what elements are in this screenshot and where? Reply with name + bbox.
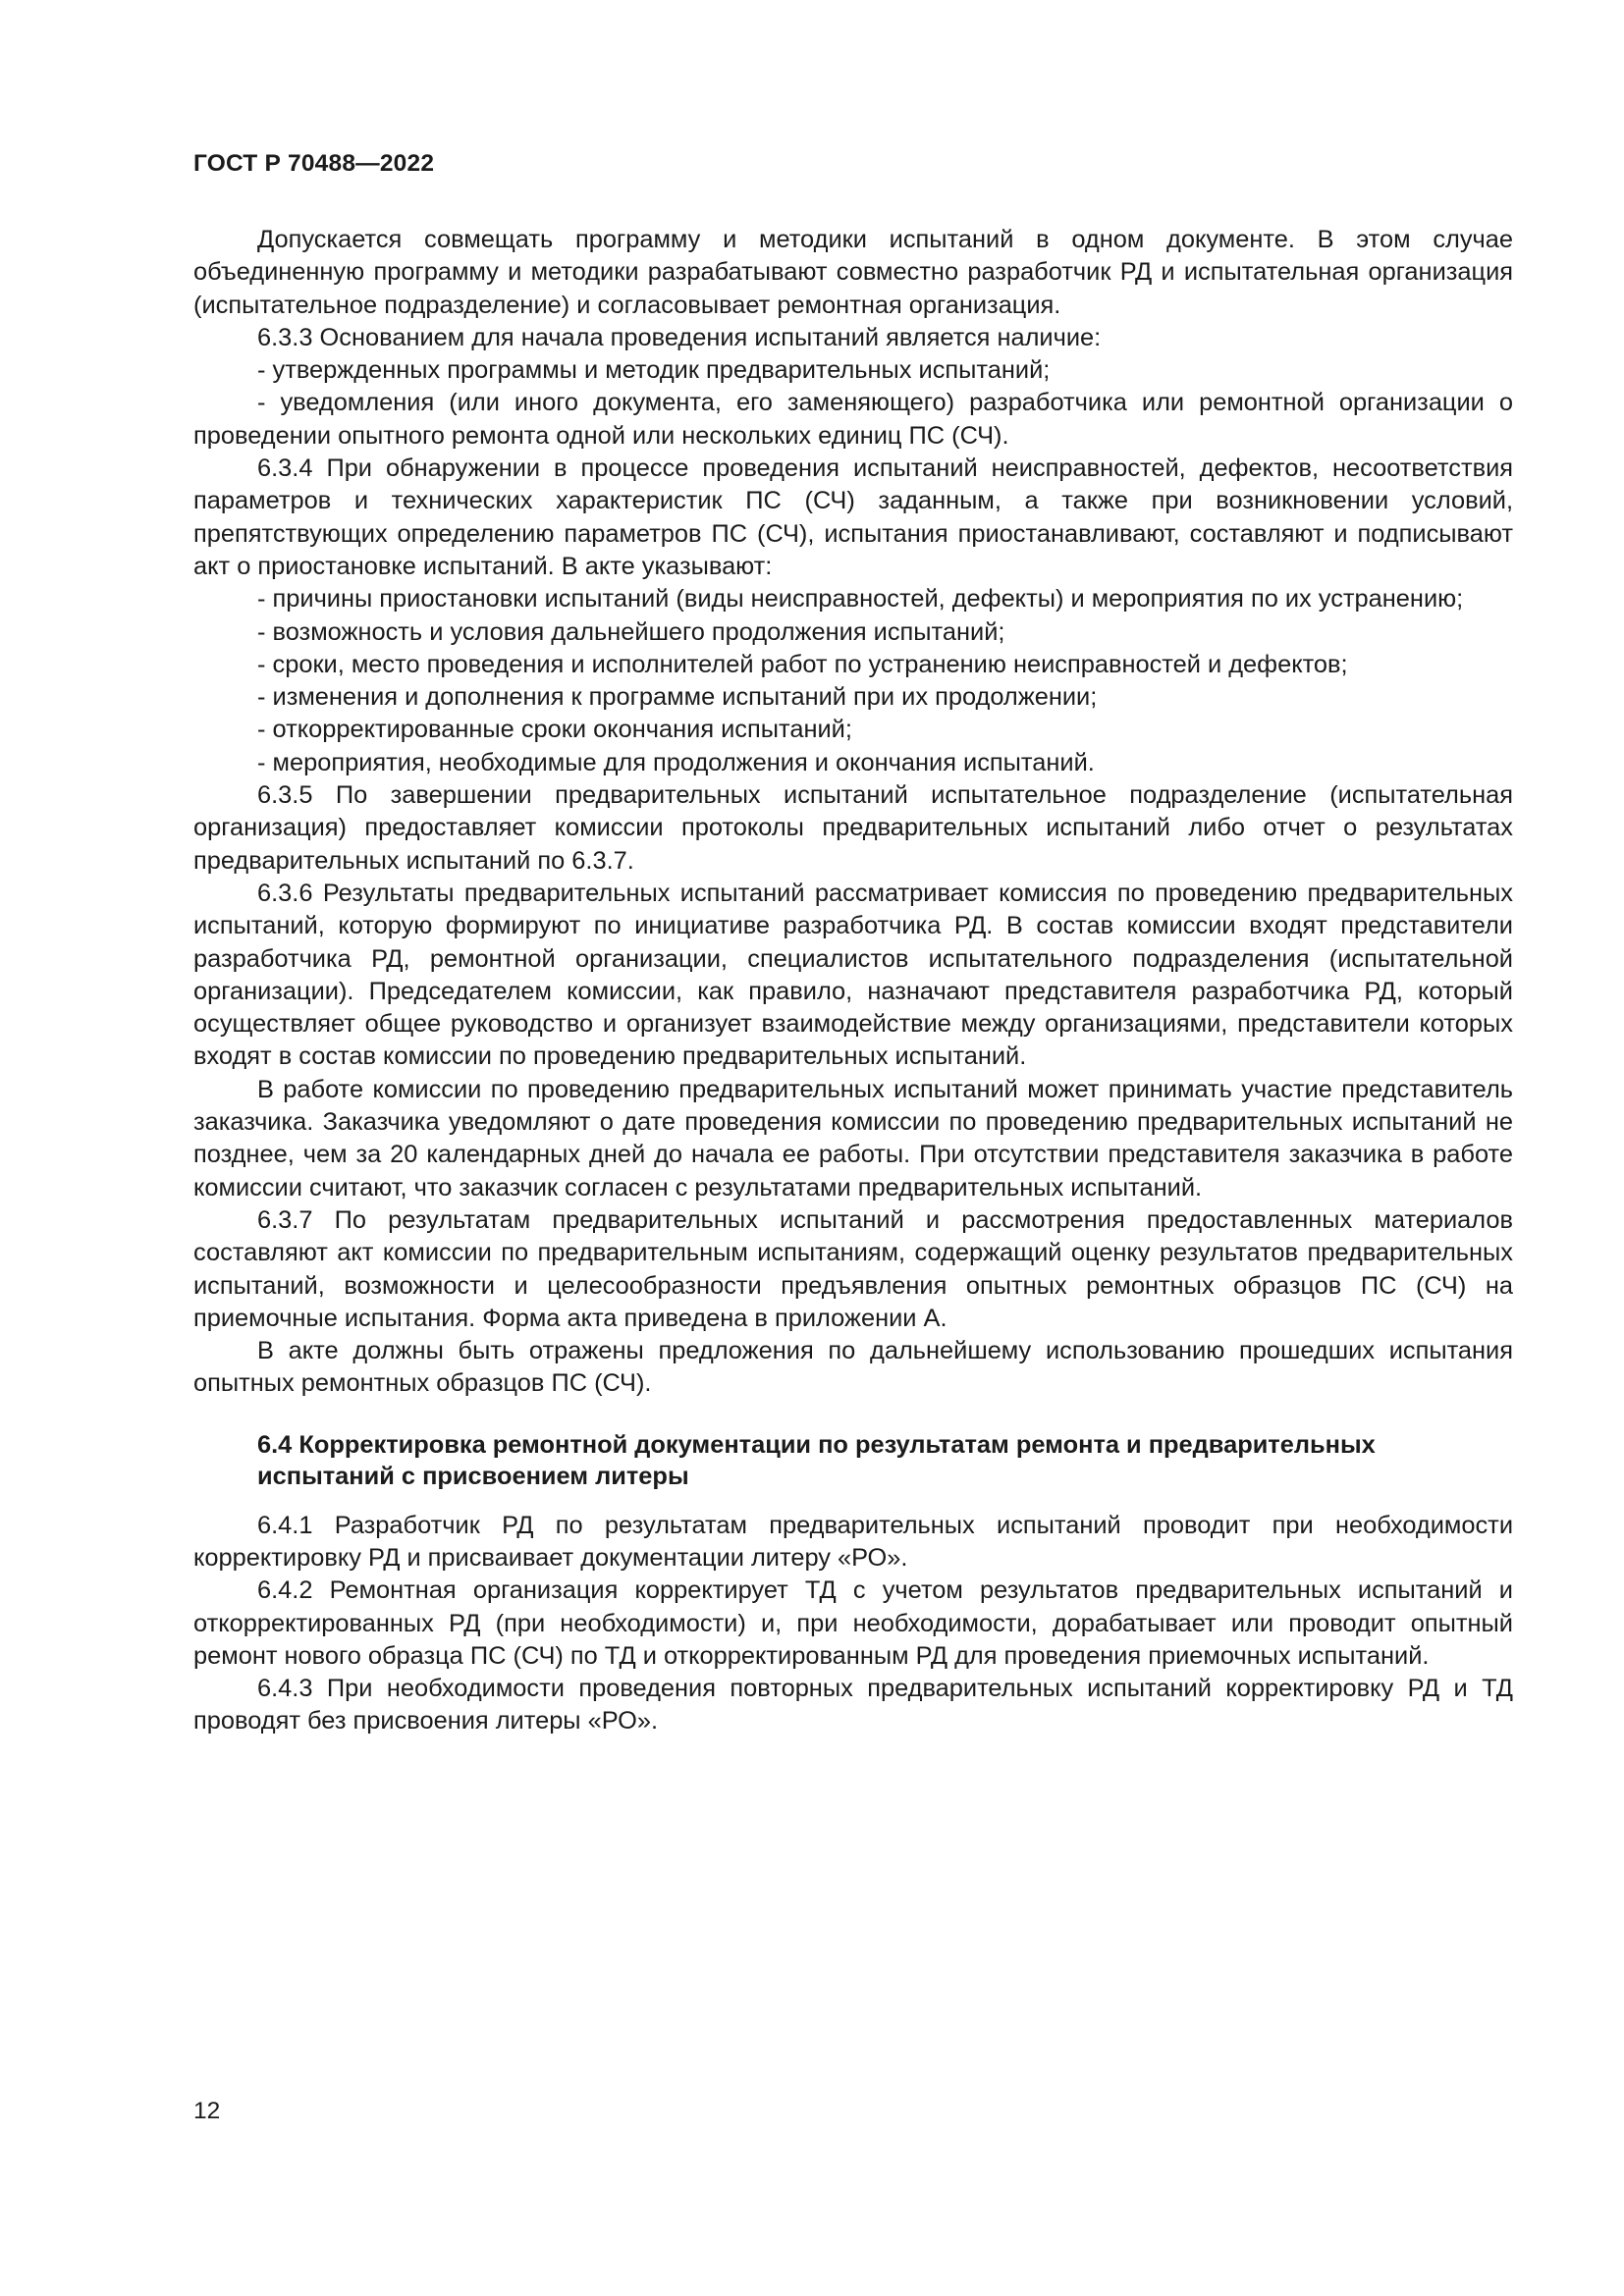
paragraph: 6.4.3 При необходимости проведения повторных предварительных испытаний корректировку РД и ТД проводят без присвоения литеры «РО». xyxy=(193,1675,1513,1735)
list-item: - изменения и дополнения к программе испытаний при их продолжении; xyxy=(257,683,1098,712)
list-item: - уведомления (или иного документа, его заменяющего) разработчика или ремонтной организации о проведении опытного ремонта одной или нескольких единиц ПС (СЧ). xyxy=(193,389,1513,450)
standard-designation: ГОСТ Р 70488—2022 xyxy=(193,150,435,177)
document-body xyxy=(193,224,1513,1738)
list-item: - утвержденных программы и методик предварительных испытаний; xyxy=(257,356,1051,385)
list-item: - мероприятия, необходимые для продолжения и окончания испытаний. xyxy=(257,748,1095,776)
paragraph: 6.3.3 Основанием для начала проведения испытаний является наличие: xyxy=(257,323,1102,351)
paragraph: 6.4.2 Ремонтная организация корректирует ТД с учетом результатов предварительных испытаний и откорректированных РД (при необходимости) и, при необходимости, дорабатывает или проводит опытный ремонт нового образца ПС (СЧ) по ТД и откорректированным РД для проведения приемочных испытаний. xyxy=(193,1576,1513,1670)
paragraph: 6.4.1 Разработчик РД по результатам предварительных испытаний проводит при необходимости корректировку РД и присваивает документации литеру «РО». xyxy=(193,1511,1513,1572)
paragraph: 6.3.7 По результатам предварительных испытаний и рассмотрения предоставленных материалов составляют акт комиссии по предварительным испытаниям, содержащий оценку результатов предварительных испытаний, возможности и целесообразности предъявления опытных ремонтных образцов ПС (СЧ) на приемочные испытания. Форма акта приведена в приложении А. xyxy=(193,1205,1513,1332)
paragraph: 6.3.4 При обнаружении в процессе проведения испытаний неисправностей, дефектов, несоответствия параметров и технических характеристик ПС (СЧ) заданным, а также при возникновении условий, препятствующих определению параметров ПС (СЧ), испытания приостанавливают, составляют и подписывают акт о приостановке испытаний. В акте указывают: xyxy=(193,454,1513,580)
paragraph: 6.3.5 По завершении предварительных испытаний испытательное подразделение (испытательная организация) предоставляет комиссии протоколы предварительных испытаний либо отчет о результатах предварительных испытаний по 6.3.7. xyxy=(193,781,1513,875)
list-item: - сроки, место проведения и исполнителей работ по устранению неисправностей и дефектов; xyxy=(257,650,1348,678)
paragraph: В работе комиссии по проведению предварительных испытаний может принимать участие представитель заказчика. Заказчика уведомляют о дате проведения комиссии по проведению предварительных испытаний не позднее, чем за 20 календарных дней до начала ее работы. При отсутствии представителя заказчика в работе комиссии считают, что заказчик согласен с результатами предварительных испытаний. xyxy=(193,1075,1513,1201)
paragraph: 6.3.6 Результаты предварительных испытаний рассматривает комиссия по проведению предварительных испытаний, которую формируют по инициативе разработчика РД. В состав комиссии входят представители разработчика РД, ремонтной организации, специалистов испытательного подразделения (испытательной организации). Председателем комиссии, как правило, назначают представителя разработчика РД, который осуществляет общее руководство и организует взаимодействие между организациями, представители которых входят в состав комиссии по проведению предварительных испытаний. xyxy=(193,879,1513,1071)
page-number: 12 xyxy=(193,2098,221,2124)
paragraph: Допускается совмещать программу и методики испытаний в одном документе. В этом случае объединенную программу и методики разрабатывают совместно разработчик РД и испытательная организация (испытательное подразделение) и согласовывает ремонтная организация. xyxy=(193,226,1513,319)
paragraph: В акте должны быть отражены предложения по дальнейшему использованию прошедших испытания опытных ремонтных образцов ПС (СЧ). xyxy=(193,1337,1513,1398)
list-item: - возможность и условия дальнейшего продолжения испытаний; xyxy=(257,617,1005,646)
list-item: - причины приостановки испытаний (виды неисправностей, дефекты) и мероприятия по их устранению; xyxy=(257,585,1464,614)
section-heading: 6.4 Корректировка ремонтной документации по результатам ремонта и предварительных испытаний с присвоением литеры xyxy=(257,1430,1376,1490)
list-item: - откорректированные сроки окончания испытаний; xyxy=(257,716,852,744)
